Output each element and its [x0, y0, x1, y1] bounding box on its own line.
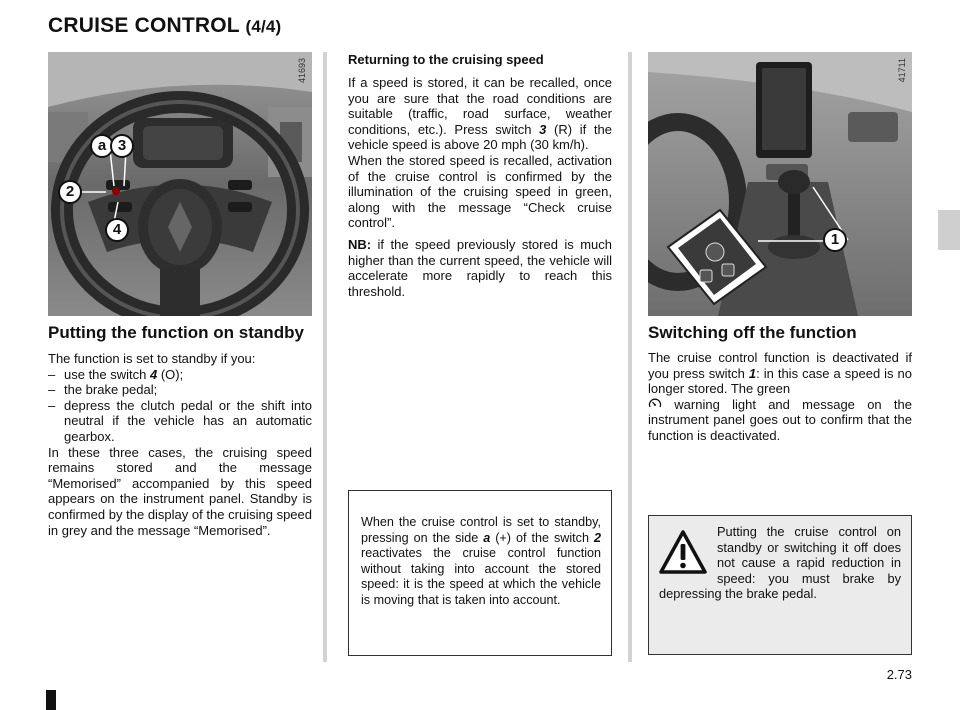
standby-intro: The function is set to standby if you:	[48, 351, 256, 366]
returning-section	[348, 52, 612, 305]
standby-list	[48, 367, 312, 445]
returning-nb	[348, 237, 612, 299]
photo-reference-right: 41711	[897, 58, 907, 83]
title-part: (4/4)	[245, 17, 282, 36]
switchoff-text: warning light and message on the instrument panel goes out to confirm that the function is deactivated.	[648, 396, 912, 443]
returning-ref: 3	[539, 121, 547, 137]
returning-body	[348, 75, 612, 299]
list-item-text: (O);	[157, 366, 184, 382]
console-illustration	[648, 52, 912, 316]
warning-text: Putting the cruise control on standby or switching it off does not cause a rapid reduction in speed: you must brake by depressing the brake pedal.	[659, 524, 901, 602]
returning-text: (R) if the vehicle speed is above 20 mph (30 km/h).	[348, 121, 612, 153]
console-photo	[648, 52, 912, 316]
warning-box	[648, 515, 912, 655]
speedometer-icon	[648, 397, 662, 411]
callout-a: a	[90, 134, 114, 158]
note-text	[361, 515, 601, 609]
note-fragment: reactivates the cruise control function without taking into account the stored speed: it is the speed at which the vehicle is moving that is taken into account.	[361, 546, 601, 607]
callout-4: 4	[105, 218, 129, 242]
list-item	[48, 367, 312, 383]
switchoff-heading: Switching off the function	[648, 323, 857, 342]
page-corner-mark	[46, 690, 56, 710]
page-number: 2.73	[886, 667, 912, 682]
returning-paragraph-1	[348, 75, 612, 231]
photo-reference-left: 41693	[297, 58, 307, 84]
returning-text: When the stored speed is recalled, activation of the cruise control is confirmed by the illumination of the cruising speed in green, along with the message “Check cruise control”.	[348, 152, 612, 231]
title-main: CRUISE CONTROL	[48, 14, 240, 37]
list-item: – the brake pedal;	[48, 382, 312, 398]
nb-text: if the speed previously stored is much higher than the current speed, the vehicle will accelerate more rapidly to reach this threshold.	[348, 236, 612, 299]
switchoff-text: : in this case a speed is no longer stored. The green	[648, 365, 913, 397]
returning-heading: Returning to the cruising speed	[348, 52, 544, 67]
section-tab	[938, 210, 960, 250]
standby-section	[48, 322, 312, 538]
switchoff-body	[648, 350, 912, 444]
standby-paragraph: In these three cases, the cruising speed remains stored and the message “Memorised” accompanied by this speed appears on the instrument panel. Standby is confirmed by the display of the cruising speed in grey and the message “Memorised”.	[48, 444, 312, 538]
list-item: – depress the clutch pedal or the shift into neutral if the vehicle has an automatic gearbox.	[48, 398, 312, 445]
page-title	[48, 14, 281, 38]
steering-wheel-photo	[48, 52, 312, 316]
returning-text: If a speed is stored, it can be recalled, once you are sure that the road conditions are suitable (traffic, road surface, weather conditions, etc.). Press switch	[348, 75, 612, 137]
standby-heading: Putting the function on standby	[48, 323, 304, 342]
warning-triangle-icon	[659, 530, 707, 574]
callout-2: 2	[58, 180, 82, 204]
callout-3: 3	[110, 134, 134, 158]
switchoff-text: The cruise control function is deactivated if you press switch	[648, 350, 912, 381]
list-item-text: use the switch	[64, 366, 150, 382]
note-fragment: (+) of the switch	[490, 530, 594, 545]
column-divider-left	[323, 52, 327, 662]
nb-label: NB:	[348, 236, 372, 252]
column-divider-right	[628, 52, 632, 662]
note-ref: a	[483, 530, 491, 545]
note-fragment: When the cruise control is set to standby, pressing on the side	[361, 515, 601, 545]
switchoff-ref: 1	[748, 365, 757, 381]
list-item-ref: 4	[150, 366, 158, 382]
switchoff-section	[648, 322, 912, 444]
note-ref: 2	[593, 530, 601, 545]
callout-1: 1	[823, 228, 847, 252]
standby-body	[48, 351, 312, 538]
steering-wheel-illustration	[48, 52, 312, 316]
note-box	[348, 490, 612, 656]
